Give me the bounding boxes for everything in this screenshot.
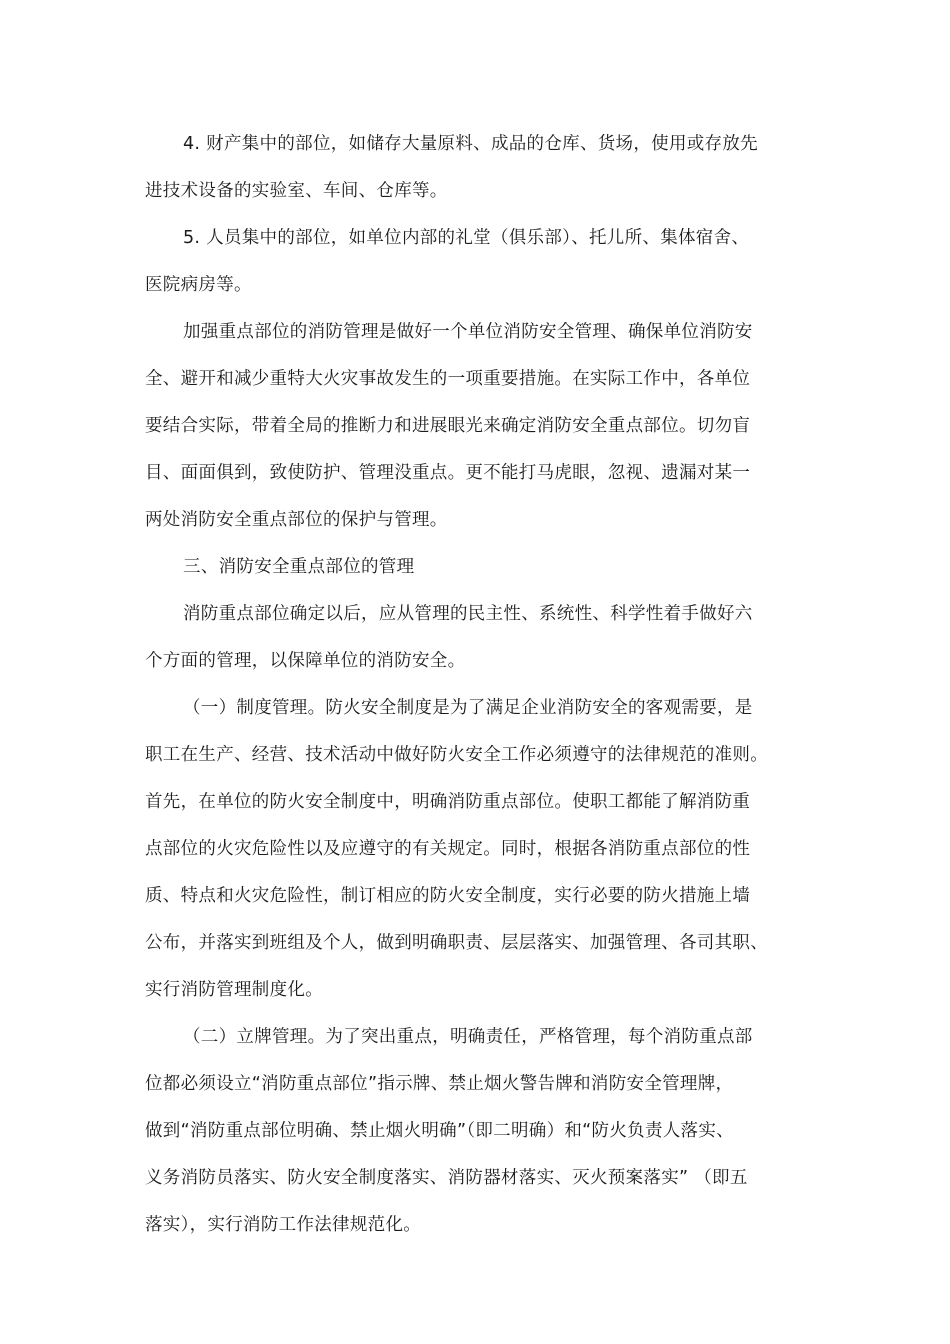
paragraph-line: 目、面面俱到，致使防护、管理没重点。更不能打马虎眼，忽视、遗漏对某一 (145, 463, 751, 483)
paragraph-line: 点部位的火灾危险性以及应遵守的有关规定。同时，根据各消防重点部位的性 (145, 839, 751, 859)
paragraph-line: 两处消防安全重点部位的保护与管理。 (145, 510, 448, 530)
paragraph-line: 公布，并落实到班组及个人，做到明确职责、层层落实、加强管理、各司其职、 (145, 933, 768, 953)
paragraph-line: 个方面的管理，以保障单位的消防安全。 (145, 651, 466, 671)
paragraph-line: 消防重点部位确定以后，应从管理的民主性、系统性、科学性着手做好六 (183, 604, 753, 624)
paragraph-line: （一）制度管理。防火安全制度是为了满足企业消防安全的客观需要，是 (183, 698, 753, 718)
paragraph-line: （二）立牌管理。为了突出重点，明确责任，严格管理，每个消防重点部 (183, 1027, 753, 1047)
paragraph-line: 医院病房等。 (145, 275, 252, 295)
paragraph-line: 进技术设备的实验室、车间、仓库等。 (145, 181, 448, 201)
document-body (145, 121, 805, 1249)
paragraph-line: 4. 财产集中的部位，如储存大量原料、成品的仓库、货场，使用或存放先 (183, 134, 758, 154)
paragraph-line: 职工在生产、经营、技术活动中做好防火安全工作必须遵守的法律规范的准则。 (145, 745, 768, 765)
paragraph-line: 加强重点部位的消防管理是做好一个单位消防安全管理、确保单位消防安 (183, 322, 753, 342)
paragraph-line: 质、特点和火灾危险性，制订相应的防火安全制度，实行必要的防火措施上墙 (145, 886, 751, 906)
paragraph-line: 位都必须设立“消防重点部位”指示牌、禁止烟火警告牌和消防安全管理牌， (145, 1074, 734, 1094)
paragraph-line: 做到“消防重点部位明确、禁止烟火明确”（即二明确）和“防火负责人落实、 (145, 1121, 734, 1141)
section-heading: 三、消防安全重点部位的管理 (183, 557, 415, 577)
paragraph-line: 实行消防管理制度化。 (145, 980, 323, 1000)
paragraph-line: 首先，在单位的防火安全制度中，明确消防重点部位。使职工都能了解消防重 (145, 792, 751, 812)
paragraph-line: 要结合实际，带着全局的推断力和进展眼光来确定消防安全重点部位。切勿盲 (145, 416, 751, 436)
paragraph-line: 全、避开和减少重特大火灾事故发生的一项重要措施。在实际工作中，各单位 (145, 369, 751, 389)
paragraph-line: 落实），实行消防工作法律规范化。 (145, 1215, 422, 1235)
paragraph-line: 5. 人员集中的部位，如单位内部的礼堂（俱乐部）、托儿所、集体宿舍、 (183, 228, 750, 248)
paragraph-line: 义务消防员落实、防火安全制度落实、消防器材落实、灭火预案落实” （即五 (145, 1168, 748, 1188)
